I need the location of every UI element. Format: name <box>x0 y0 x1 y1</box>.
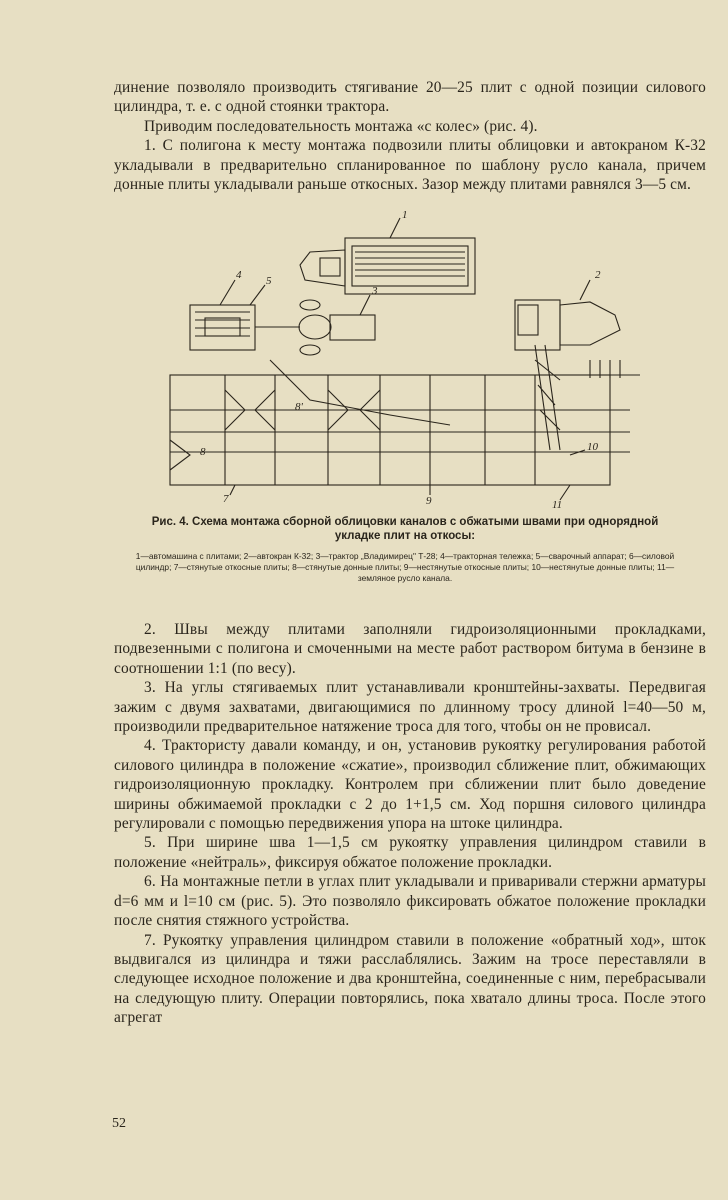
paragraph-step-5: 5. При ширине шва 1—1,5 см рукоятку управления цилиндром ставили в положение «нейтраль», фиксируя обжатое положение прокладки. <box>114 834 706 871</box>
label-1: 1 <box>402 210 408 221</box>
label-2: 2 <box>595 269 601 281</box>
label-4: 4 <box>236 269 242 281</box>
paragraph-step-4: 4. Трактористу давали команду, и он, установив рукоятку регулирования работой силового цилиндра в положение «сжатие», производил сближение плит, обжимающих гидроизоляционную прокладку. Контролем при сближении плит было доведение ширины обжимаемой прокладки с 2 до 1+1,5 см. Ход поршня силового цилиндра регулировали с помощью передвижения упора на штоке цилиндра. <box>114 737 706 833</box>
label-7: 7 <box>223 493 229 505</box>
label-8: 8 <box>200 446 206 458</box>
installation-scheme-svg <box>150 210 650 510</box>
tractor-and-cart <box>190 300 375 355</box>
figure-caption <box>130 515 680 584</box>
label-5: 5 <box>266 275 272 287</box>
paragraph-continuation: динение позволяло производить стягивание 20—25 плит с одной позиции силового цилиндра, т. е. с одной стоянки трактора. <box>114 79 706 116</box>
paragraph-step-6: 6. На монтажные петли в углах плит укладывали и приваривали стержни арматуры d=6 мм и l=10 см (рис. 5). Это позволяло фиксировать обжатое положение прокладки после снятия стяжного устройства. <box>114 873 706 930</box>
caption-legend: 1—автомашина с плитами; 2—автокран К-32; 3—трактор „Владимирец" Т-28; 4—тракторная тележка; 5—сварочный аппарат; 6—силовой цилиндр; 7—стянутые откосные плиты; 8—стянутые донные плиты; 9—нестянутые откосные плиты; 10—нестянутые донные плиты; 11—земляное русло канала. <box>135 551 675 583</box>
label-8-prime: 8' <box>295 401 303 413</box>
label-10: 10 <box>587 441 598 453</box>
top-text-block <box>114 78 706 194</box>
label-3: 3 <box>372 285 378 297</box>
label-9: 9 <box>426 495 432 507</box>
paragraph-step-1: 1. С полигона к месту монтажа подвозили плиты облицовки и автокраном К-32 укладывали в предварительно спланированное по шаблону русло канала, причем донные плиты укладывали раньше откосных. Зазор между плитами равнялся 3—5 см. <box>114 137 706 194</box>
label-11: 11 <box>552 499 563 510</box>
bottom-text-block <box>114 620 706 1028</box>
caption-title: Рис. 4. Схема монтажа сборной облицовки каналов с обжатыми швами при однорядной укладке плит на откосы: <box>151 516 659 542</box>
figure-4-diagram <box>150 210 650 510</box>
paragraph-step-3: 3. На углы стягиваемых плит устанавливали кронштейны-захваты. Передвигая зажим с двумя захватами, двигающимися по длинному тросу длиной l=40—50 м, производили предварительное натяжение троса для того, чтобы он не провисал. <box>114 679 706 736</box>
slab-grid <box>170 360 640 485</box>
page-number: 52 <box>112 1116 126 1131</box>
truck-with-slabs <box>300 238 475 294</box>
paragraph-step-7: 7. Рукоятку управления цилиндром ставили в положение «обратный ход», шток выдвигался из цилиндра и тяжи расслаблялись. Зажим на тросе переставляли в следующее исходное положение и два кронштейна, соединенные с ним, перебрасывали на следующую плиту. Операции повторялись, пока хватало длины троса. После этого агрегат <box>114 931 706 1027</box>
paragraph-step-2: 2. Швы между плитами заполняли гидроизоляционными прокладками, подвезенными с полигона и смоченными на месте работ раствором битума в бензине в соотношении 1:1 (по весу). <box>114 621 706 677</box>
paragraph-intro: Приводим последовательность монтажа «с колес» (рис. 4). <box>144 117 538 135</box>
